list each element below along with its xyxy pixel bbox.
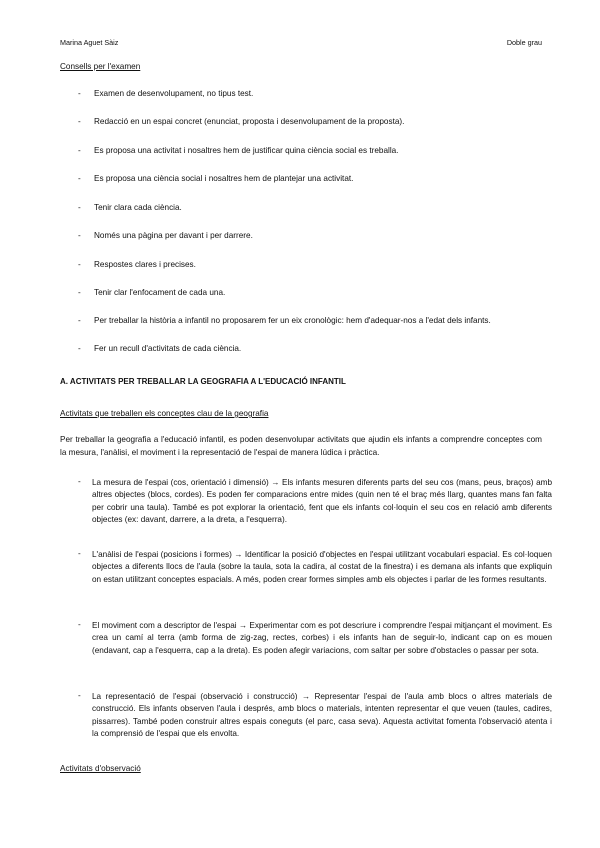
subsection-title: Activitats que treballen els conceptes clau de la geografia [60, 409, 269, 418]
subsection-title: Activitats d'observació [60, 764, 141, 773]
section-heading: A. ACTIVITATS PER TREBALLAR LA GEOGRAFIA A L'EDUCACIÓ INFANTIL [60, 377, 346, 386]
intro-paragraph: Per treballar la geografia a l'educació infantil, es poden desenvolupar activitats que ajudin els infants a comprendre conceptes com la mesura, l'anàlisi, el moviment i la representació de l'espai de manera lúdica i pràctica. [60, 435, 542, 457]
header-doc: Doble grau [506, 38, 542, 47]
tips-title: Consells per l'examen [60, 62, 141, 71]
header-author: Marina Aguet Sàiz [60, 38, 119, 47]
